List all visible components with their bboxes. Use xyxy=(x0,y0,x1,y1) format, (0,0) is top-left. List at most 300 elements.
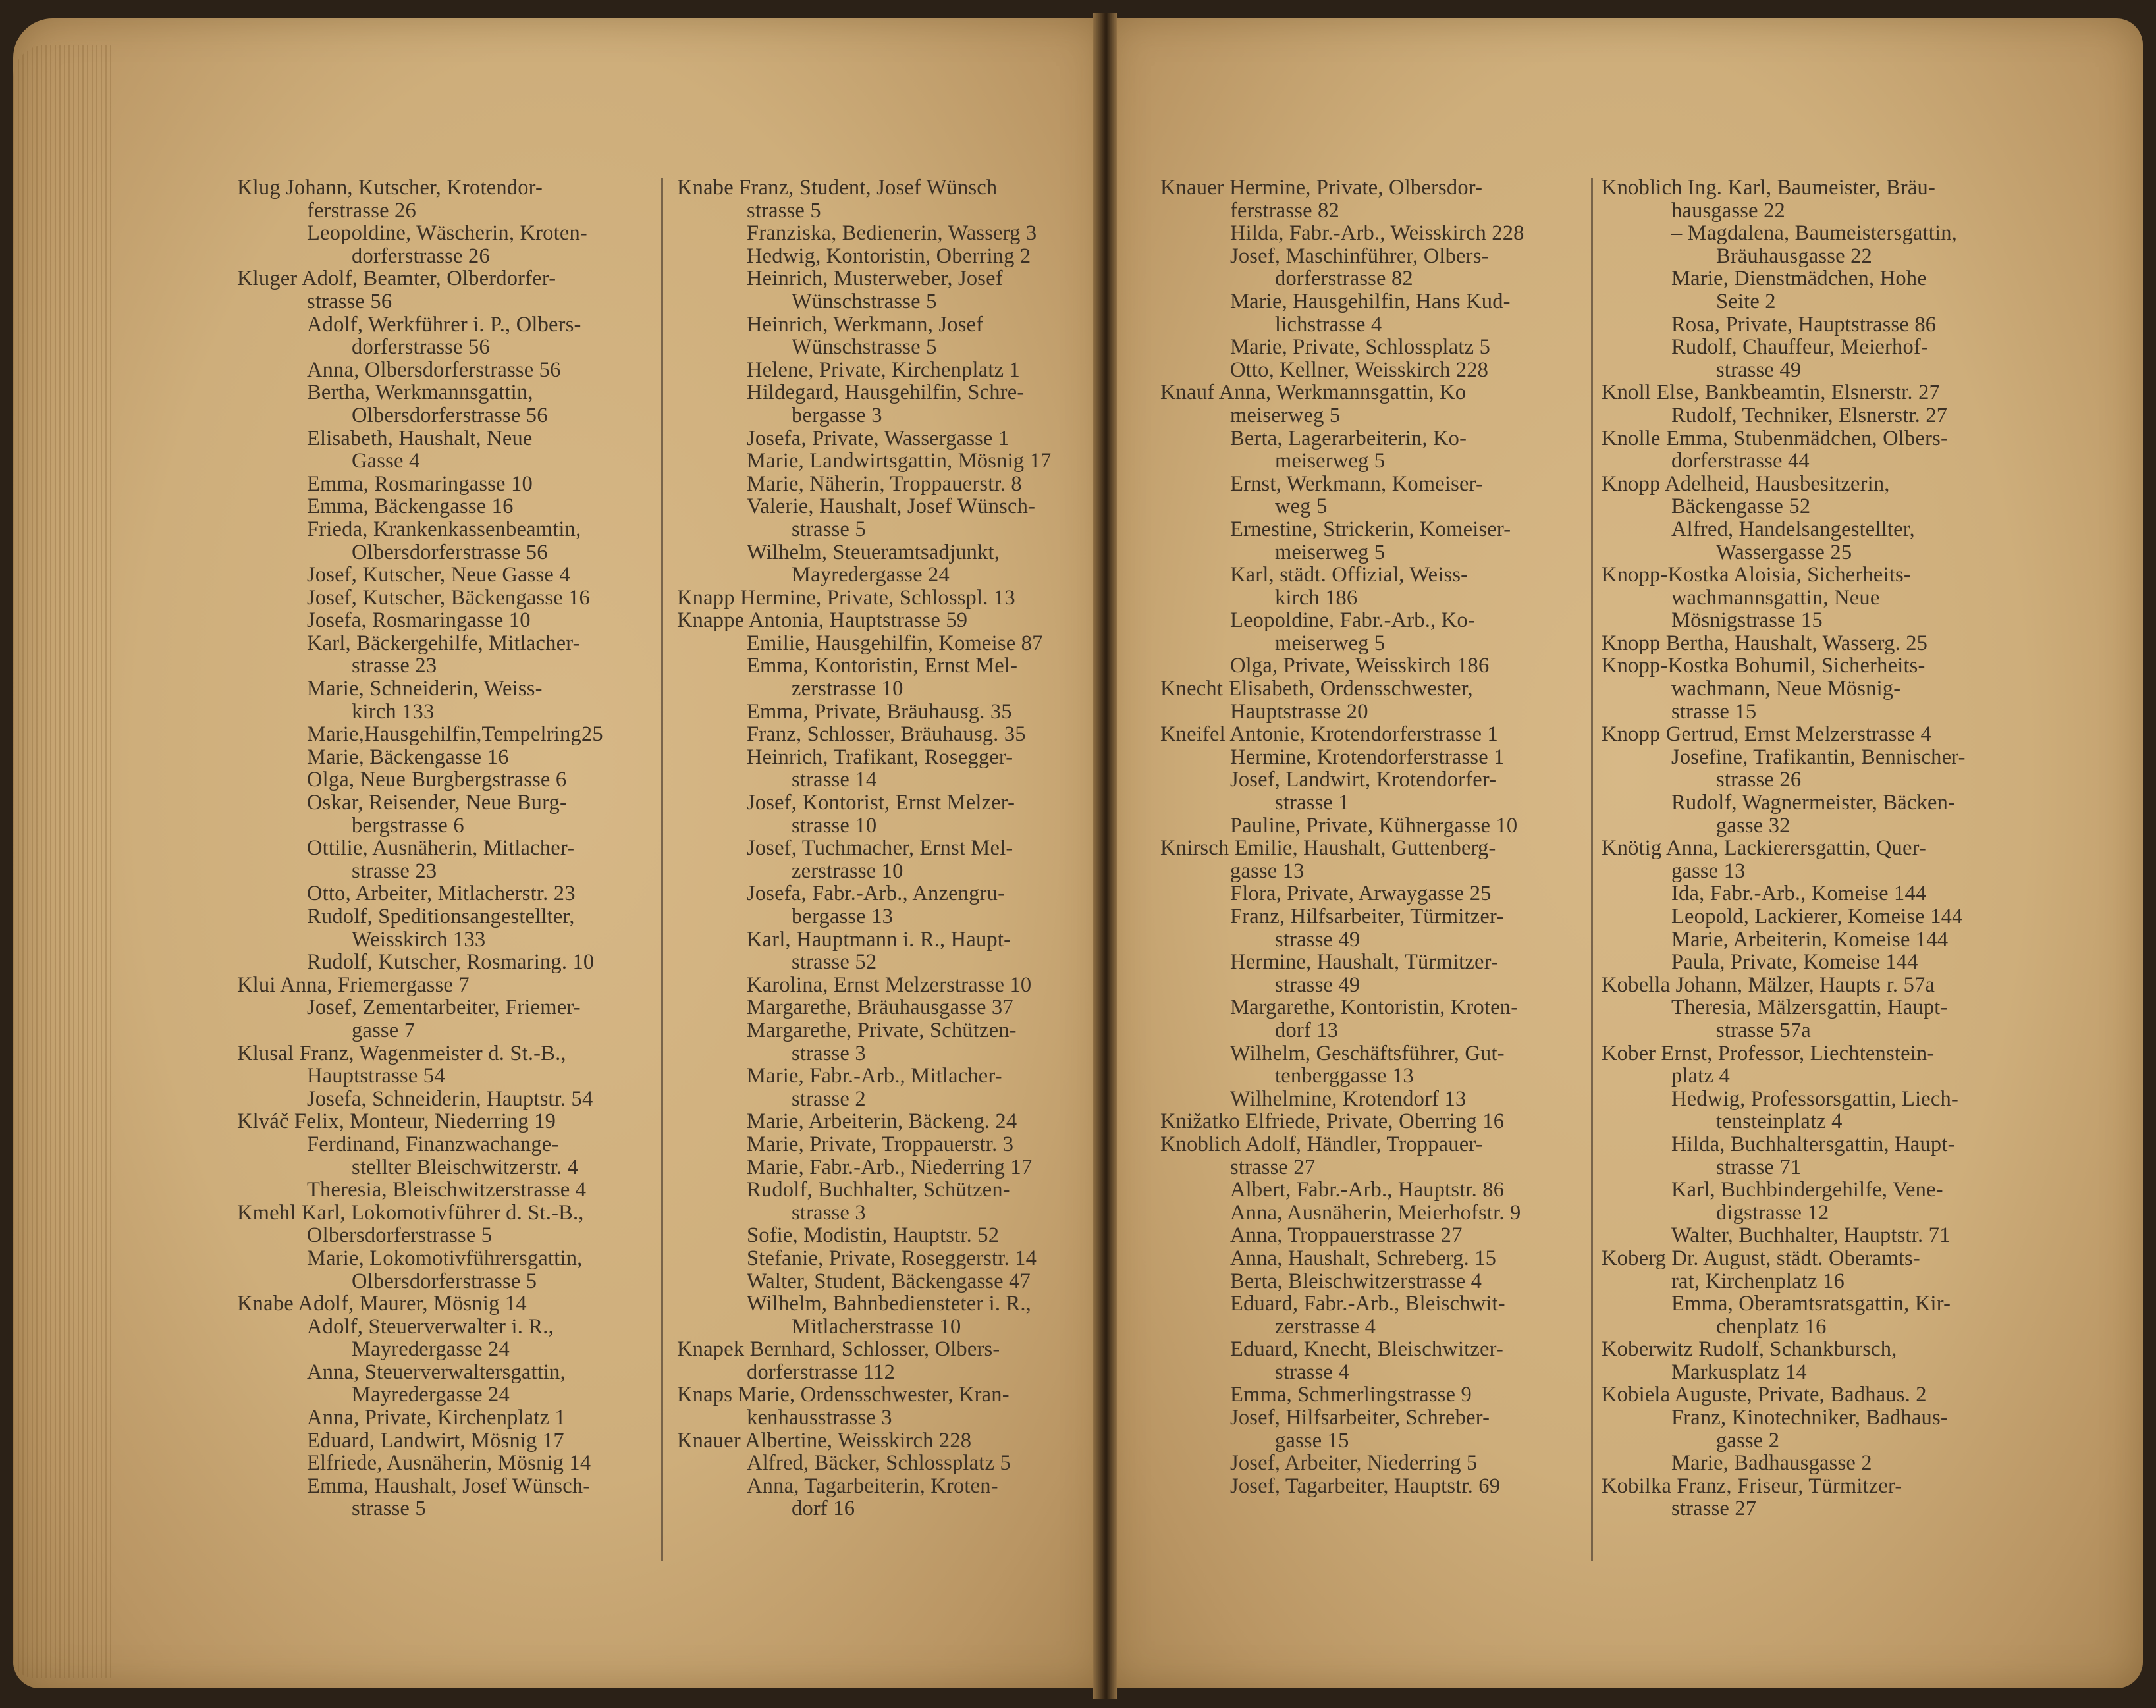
directory-entry xyxy=(677,996,1089,1019)
entry-line: Rudolf, Chauffeur, Meierhof- xyxy=(1671,335,1928,360)
directory-entry xyxy=(1160,359,1577,382)
directory-entry xyxy=(1160,746,1577,769)
directory-entry xyxy=(1602,996,2022,1042)
entry-line: Anna, Private, Kirchenplatz 1 xyxy=(307,1406,566,1430)
entry-wrap-line: gasse 15 xyxy=(1275,1428,1349,1453)
entry-wrap-line: strasse 56 xyxy=(307,289,392,313)
entry-line: Knauer Hermine, Private, Olbersdor- xyxy=(1160,176,1483,200)
directory-entry xyxy=(237,495,651,518)
directory-entry xyxy=(677,837,1089,882)
entry-line: Marie, Badhausgasse 2 xyxy=(1671,1451,1872,1476)
directory-entry xyxy=(1602,1133,2022,1179)
entry-line: Knoll Else, Bankbeamtin, Elsnerstr. 27 xyxy=(1602,381,1940,405)
directory-entry-surname xyxy=(1160,837,1577,882)
entry-line: Josefa, Fabr.-Arb., Anzengru- xyxy=(747,882,1006,906)
entry-line: Emma, Oberamtsratsgattin, Kir- xyxy=(1671,1292,1951,1316)
entry-line: Koberwitz Rudolf, Schankbursch, xyxy=(1602,1337,1897,1362)
directory-entry xyxy=(237,678,651,723)
directory-entry-surname xyxy=(1602,974,2022,997)
entry-line: Otto, Kellner, Weisskirch 228 xyxy=(1230,358,1489,382)
directory-entry xyxy=(677,1133,1089,1156)
directory-entry xyxy=(677,746,1089,791)
entry-wrap-line: ferstrasse 26 xyxy=(307,198,416,223)
entry-wrap-line: dorferstrasse 26 xyxy=(352,244,490,268)
entry-line: Klui Anna, Friemergasse 7 xyxy=(237,973,470,997)
entry-wrap-line: Hauptstrasse 20 xyxy=(1230,699,1368,724)
entry-line: Hedwig, Kontoristin, Oberring 2 xyxy=(747,244,1031,268)
entry-wrap-line: strasse 27 xyxy=(1230,1155,1316,1179)
entry-wrap-line: bergstrasse 6 xyxy=(352,813,464,838)
entry-line: Alfred, Bäcker, Schlossplatz 5 xyxy=(747,1451,1011,1476)
entry-wrap-line: Olbersdorferstrasse 56 xyxy=(352,403,548,427)
entry-line: Kobella Johann, Mälzer, Haupts r. 57a xyxy=(1602,973,1935,997)
directory-entry xyxy=(1602,518,2022,564)
entry-line: Ida, Fabr.-Arb., Komeise 144 xyxy=(1671,882,1927,906)
entry-wrap-line: meiserweg 5 xyxy=(1275,540,1386,564)
directory-entry xyxy=(237,1088,651,1111)
entry-wrap-line: strasse 5 xyxy=(352,1497,426,1521)
entry-line: Knappe Antonia, Hauptstrasse 59 xyxy=(677,608,968,633)
entry-line: Walter, Student, Bäckengasse 47 xyxy=(747,1269,1031,1293)
entry-wrap-line: weg 5 xyxy=(1275,494,1328,519)
directory-entry xyxy=(237,837,651,882)
entry-line: Marie, Fabr.-Arb., Mitlacher- xyxy=(747,1064,1002,1088)
entry-line: Josef, Maschinführer, Olbers- xyxy=(1230,244,1489,268)
entry-line: Albert, Fabr.-Arb., Hauptstr. 86 xyxy=(1230,1178,1505,1202)
entry-wrap-line: tenberggasse 13 xyxy=(1275,1064,1414,1088)
entry-wrap-line: zerstrasse 10 xyxy=(792,677,903,701)
entry-wrap-line: lichstrasse 4 xyxy=(1275,312,1382,336)
entry-line: Knoblich Ing. Karl, Baumeister, Bräu- xyxy=(1602,176,1936,200)
entry-line: Emma, Rosmaringasse 10 xyxy=(307,471,533,496)
entry-wrap-line: Weisskirch 133 xyxy=(352,927,486,951)
entry-line: Leopold, Lackierer, Komeise 144 xyxy=(1671,905,1963,928)
directory-entry xyxy=(237,1452,651,1475)
directory-entry xyxy=(237,951,651,974)
entry-wrap-line: Markusplatz 14 xyxy=(1671,1360,1807,1384)
entry-wrap-line: gasse 13 xyxy=(1671,859,1746,883)
entry-line: Emma, Kontoristin, Ernst Mel- xyxy=(747,654,1018,678)
entry-wrap-line: gasse 2 xyxy=(1716,1428,1780,1453)
entry-line: Knecht Elisabeth, Ordensschwester, xyxy=(1160,677,1473,701)
entry-wrap-line: Gasse 4 xyxy=(352,449,420,473)
entry-line: Knaps Marie, Ordensschwester, Kran- xyxy=(677,1383,1010,1407)
entry-line: Josef, Kutscher, Bäckengasse 16 xyxy=(307,585,590,610)
entry-line: Karl, Hauptmann i. R., Haupt- xyxy=(747,927,1011,951)
entry-wrap-line: Mayredergasse 24 xyxy=(352,1383,510,1407)
entry-line: Marie, Dienstmädchen, Hohe xyxy=(1671,267,1927,291)
directory-entry xyxy=(237,768,651,791)
entry-line: Paula, Private, Komeise 144 xyxy=(1671,950,1918,974)
entry-line: Knoblich Adolf, Händler, Troppauer- xyxy=(1160,1132,1483,1156)
directory-entry xyxy=(1160,1224,1577,1247)
entry-line: Margarethe, Bräuhausgasse 37 xyxy=(747,996,1013,1020)
entry-line: Oskar, Reisender, Neue Burg- xyxy=(307,791,567,815)
directory-entry xyxy=(1160,336,1577,359)
directory-entry xyxy=(1160,1202,1577,1225)
entry-line: Josef, Landwirt, Krotendorfer- xyxy=(1230,768,1497,792)
entry-line: Emilie, Hausgehilfin, Komeise 87 xyxy=(747,631,1043,655)
entry-line: Josefa, Rosmaringasse 10 xyxy=(307,608,531,633)
entry-line: Klváč Felix, Monteur, Niederring 19 xyxy=(237,1109,556,1134)
directory-entry-surname xyxy=(237,1293,651,1316)
directory-entry xyxy=(677,632,1089,655)
directory-entry xyxy=(237,1316,651,1361)
directory-entry xyxy=(237,791,651,837)
directory-entry-surname xyxy=(237,974,651,997)
directory-entry xyxy=(677,473,1089,496)
directory-entry xyxy=(1160,654,1577,678)
directory-entry xyxy=(1160,245,1577,290)
directory-entry xyxy=(677,1452,1089,1475)
directory-entry-surname xyxy=(237,176,651,222)
entry-wrap-line: strasse 49 xyxy=(1716,358,1802,382)
entry-line: Marie, Private, Troppauerstr. 3 xyxy=(747,1132,1014,1156)
directory-entry xyxy=(237,564,651,587)
directory-entry-surname xyxy=(1160,381,1577,427)
entry-line: Heinrich, Werkmann, Josef xyxy=(747,312,984,336)
directory-entry xyxy=(1160,1179,1577,1202)
directory-entry-surname xyxy=(1602,1475,2022,1520)
directory-entry xyxy=(1602,882,2022,905)
entry-line: Rudolf, Buchhalter, Schützen- xyxy=(747,1178,1010,1202)
directory-entry xyxy=(237,1361,651,1406)
entry-wrap-line: Wünschstrasse 5 xyxy=(792,335,937,360)
directory-entry xyxy=(237,996,651,1042)
directory-column-4 xyxy=(1602,176,2022,1520)
entry-line: Pauline, Private, Kühnergasse 10 xyxy=(1230,813,1518,838)
entry-line: Karl, Buchbindergehilfe, Vene- xyxy=(1671,1178,1943,1202)
entry-line: Wilhelm, Bahnbediensteter i. R., xyxy=(747,1292,1032,1316)
entry-line: Knopp-Kostka Bohumil, Sicherheits- xyxy=(1602,654,1926,678)
entry-wrap-line: chenplatz 16 xyxy=(1716,1314,1827,1339)
entry-wrap-line: strasse 27 xyxy=(1671,1497,1757,1521)
entry-line: Anna, Troppauerstrasse 27 xyxy=(1230,1223,1463,1248)
entry-line: Josef, Kutscher, Neue Gasse 4 xyxy=(307,563,570,587)
entry-line: Leopoldine, Fabr.-Arb., Ko- xyxy=(1230,608,1475,633)
entry-line: Marie, Landwirtsgattin, Mösnig 17 xyxy=(747,449,1052,473)
directory-entry-surname xyxy=(677,1338,1089,1383)
directory-entry xyxy=(677,267,1089,313)
directory-entry-surname xyxy=(1160,1110,1577,1133)
entry-line: Frieda, Krankenkassenbeamtin, xyxy=(307,517,581,541)
entry-line: Knirsch Emilie, Haushalt, Guttenberg- xyxy=(1160,836,1496,861)
directory-entry xyxy=(677,1293,1089,1338)
entry-line: Josefine, Trafikantin, Bennischer- xyxy=(1671,745,1966,769)
entry-wrap-line: meiserweg 5 xyxy=(1275,631,1386,655)
entry-wrap-line: ferstrasse 82 xyxy=(1230,198,1339,223)
entry-line: Knapek Bernhard, Schlosser, Olbers- xyxy=(677,1337,1000,1362)
directory-entry xyxy=(1602,928,2022,951)
directory-entry xyxy=(237,359,651,382)
entry-wrap-line: kenhausstrasse 3 xyxy=(747,1406,892,1430)
entry-wrap-line: dorferstrasse 112 xyxy=(747,1360,896,1384)
directory-entry xyxy=(1160,1383,1577,1406)
entry-line: Anna, Haushalt, Schreberg. 15 xyxy=(1230,1246,1497,1270)
directory-entry-surname xyxy=(1602,473,2022,518)
entry-line: Knopp-Kostka Aloisia, Sicherheits- xyxy=(1602,563,1911,587)
entry-line: Helene, Private, Kirchenplatz 1 xyxy=(747,358,1020,382)
directory-entry xyxy=(677,495,1089,541)
entry-line: Stefanie, Private, Roseggerstr. 14 xyxy=(747,1246,1037,1270)
directory-entry xyxy=(237,905,651,951)
directory-entry xyxy=(677,723,1089,746)
entry-wrap-line: dorferstrasse 82 xyxy=(1275,267,1413,291)
entry-wrap-line: tensteinplatz 4 xyxy=(1716,1109,1843,1134)
entry-wrap-line: strasse 23 xyxy=(352,859,437,883)
directory-entry xyxy=(237,1475,651,1520)
entry-line: Marie, Private, Schlossplatz 5 xyxy=(1230,335,1491,360)
entry-line: Hermine, Haushalt, Türmitzer- xyxy=(1230,950,1499,974)
entry-wrap-line: strasse 52 xyxy=(792,950,877,974)
entry-line: Marie,Hausgehilfin,Tempelring25 xyxy=(307,722,603,747)
directory-entry-surname xyxy=(677,609,1089,632)
directory-column-1 xyxy=(237,176,651,1520)
entry-wrap-line: Mitlacherstrasse 10 xyxy=(792,1314,961,1339)
entry-line: Sofie, Modistin, Hauptstr. 52 xyxy=(747,1223,1000,1248)
entry-line: Berta, Bleischwitzerstrasse 4 xyxy=(1230,1269,1482,1293)
entry-line: Kmehl Karl, Lokomotivführer d. St.-B., xyxy=(237,1200,584,1225)
directory-entry xyxy=(677,359,1089,382)
directory-entry xyxy=(677,1270,1089,1293)
entry-line: Marie, Bäckengasse 16 xyxy=(307,745,509,769)
entry-line: Josef, Zementarbeiter, Friemer- xyxy=(307,996,581,1020)
directory-entry xyxy=(677,974,1089,997)
entry-line: Ferdinand, Finanzwachange- xyxy=(307,1132,559,1156)
entry-line: Eduard, Fabr.-Arb., Bleischwit- xyxy=(1230,1292,1505,1316)
entry-wrap-line: strasse 57a xyxy=(1716,1018,1811,1042)
directory-entry-surname xyxy=(677,587,1089,610)
directory-entry xyxy=(1160,1475,1577,1498)
entry-line: Knapp Hermine, Private, Schlosspl. 13 xyxy=(677,585,1015,610)
entry-line: Elisabeth, Haushalt, Neue xyxy=(307,426,533,450)
entry-line: Rudolf, Speditionsangestellter, xyxy=(307,905,575,928)
entry-line: Mösnigstrasse 15 xyxy=(1671,608,1823,633)
entry-wrap-line: strasse 49 xyxy=(1275,973,1361,997)
column-rule-left-page xyxy=(661,178,663,1561)
directory-entry xyxy=(1602,746,2022,791)
entry-line: Karolina, Ernst Melzerstrasse 10 xyxy=(747,973,1032,997)
directory-entry xyxy=(1602,222,2022,267)
entry-wrap-line: strasse 3 xyxy=(792,1041,866,1065)
entry-wrap-line: gasse 32 xyxy=(1716,813,1791,838)
directory-entry xyxy=(1602,1179,2022,1224)
entry-wrap-line: Wassergasse 25 xyxy=(1716,540,1852,564)
entry-line: Josef, Tuchmacher, Ernst Mel- xyxy=(747,836,1013,861)
directory-entry-surname xyxy=(1160,1133,1577,1179)
entry-wrap-line: bergasse 3 xyxy=(792,403,882,427)
entry-wrap-line: platz 4 xyxy=(1671,1064,1730,1088)
directory-entry xyxy=(237,882,651,905)
entry-line: Marie, Näherin, Troppauerstr. 8 xyxy=(747,471,1022,496)
directory-entry xyxy=(677,222,1089,245)
directory-entry xyxy=(1160,1338,1577,1383)
directory-entry xyxy=(1160,814,1577,838)
entry-line: Wilhelmine, Krotendorf 13 xyxy=(1230,1086,1467,1111)
directory-entry xyxy=(237,313,651,359)
directory-entry xyxy=(237,746,651,769)
entry-line: Josefa, Private, Wassergasse 1 xyxy=(747,426,1010,450)
entry-line: Anna, Olbersdorferstrasse 56 xyxy=(307,358,561,382)
directory-entry xyxy=(1160,1088,1577,1111)
directory-entry xyxy=(677,1179,1089,1224)
directory-entry xyxy=(237,381,651,427)
entry-line: Franz, Schlosser, Bräuhausg. 35 xyxy=(747,722,1026,747)
directory-entry-surname xyxy=(1602,381,2022,404)
directory-entry-surname xyxy=(237,1202,651,1247)
entry-line: Margarethe, Kontoristin, Kroten- xyxy=(1230,996,1519,1020)
entry-line: Knižatko Elfriede, Private, Oberring 16 xyxy=(1160,1109,1505,1134)
directory-entry xyxy=(1160,1452,1577,1475)
directory-entry-surname xyxy=(1602,1042,2022,1088)
directory-entry-surname xyxy=(1602,176,2022,222)
directory-entry-surname xyxy=(677,1383,1089,1429)
entry-line: Anna, Steuerverwaltersgattin, xyxy=(307,1360,566,1384)
entry-wrap-line: strasse 71 xyxy=(1716,1155,1802,1179)
entry-line: Kobilka Franz, Friseur, Türmitzer- xyxy=(1602,1474,1902,1498)
directory-entry xyxy=(677,928,1089,974)
directory-entry-surname xyxy=(1160,678,1577,723)
entry-line: Franz, Kinotechniker, Badhaus- xyxy=(1671,1406,1948,1430)
entry-line: Knötig Anna, Lackierersgattin, Quer- xyxy=(1602,836,1926,861)
entry-wrap-line: Bäckengasse 52 xyxy=(1671,494,1811,519)
directory-entry xyxy=(677,1110,1089,1133)
directory-entry xyxy=(1602,905,2022,928)
directory-entry xyxy=(677,701,1089,724)
entry-line: Knopp Gertrud, Ernst Melzerstrasse 4 xyxy=(1602,722,1931,747)
entry-line: Marie, Schneiderin, Weiss- xyxy=(307,677,543,701)
entry-wrap-line: strasse 5 xyxy=(792,517,866,541)
entry-line: Rosa, Private, Hauptstrasse 86 xyxy=(1671,312,1937,336)
entry-line: Anna, Ausnäherin, Meierhofstr. 9 xyxy=(1230,1200,1521,1225)
entry-line: Anna, Tagarbeiterin, Kroten- xyxy=(747,1474,998,1498)
entry-wrap-line: zerstrasse 4 xyxy=(1275,1314,1376,1339)
directory-entry xyxy=(1602,1088,2022,1133)
entry-wrap-line: strasse 10 xyxy=(792,813,877,838)
entry-line: Josefa, Schneiderin, Hauptstr. 54 xyxy=(307,1086,593,1111)
entry-wrap-line: meiserweg 5 xyxy=(1230,403,1341,427)
entry-line: Leopoldine, Wäscherin, Kroten- xyxy=(307,221,587,246)
entry-line: Hermine, Krotendorferstrasse 1 xyxy=(1230,745,1505,769)
column-rule-right-page xyxy=(1591,178,1593,1561)
entry-line: Knabe Adolf, Maurer, Mösnig 14 xyxy=(237,1292,527,1316)
entry-line: – Magdalena, Baumeistersgattin, xyxy=(1671,221,1958,246)
directory-entry xyxy=(1160,1293,1577,1338)
entry-wrap-line: hausgasse 22 xyxy=(1671,198,1785,223)
directory-entry xyxy=(677,245,1089,268)
entry-wrap-line: wachmann, Neue Mösnig- xyxy=(1671,677,1901,701)
entry-wrap-line: Olbersdorferstrasse 5 xyxy=(307,1223,493,1248)
entry-wrap-line: zerstrasse 10 xyxy=(792,859,903,883)
directory-entry-surname xyxy=(1602,1338,2022,1383)
entry-line: Hedwig, Professorsgattin, Liech- xyxy=(1671,1086,1959,1111)
directory-entry-surname xyxy=(1602,1383,2022,1406)
entry-wrap-line: Seite 2 xyxy=(1716,289,1776,313)
directory-entry xyxy=(1602,336,2022,381)
entry-line: Franziska, Bedienerin, Wasserg 3 xyxy=(747,221,1037,246)
entry-line: Heinrich, Trafikant, Rosegger- xyxy=(747,745,1013,769)
directory-entry-surname xyxy=(1602,837,2022,882)
entry-wrap-line: stellter Bleischwitzerstr. 4 xyxy=(352,1155,579,1179)
entry-line: Wilhelm, Steueramtsadjunkt, xyxy=(747,540,1000,564)
directory-entry xyxy=(1160,768,1577,814)
directory-entry xyxy=(1160,1270,1577,1293)
entry-line: Hilda, Fabr.-Arb., Weisskirch 228 xyxy=(1230,221,1524,246)
directory-entry xyxy=(237,1133,651,1179)
entry-line: Kober Ernst, Professor, Liechtenstein- xyxy=(1602,1041,1935,1065)
entry-wrap-line: gasse 7 xyxy=(352,1018,416,1042)
entry-wrap-line: strasse 5 xyxy=(747,198,821,223)
entry-line: Adolf, Werkführer i. P., Olbers- xyxy=(307,312,581,336)
directory-entry xyxy=(677,882,1089,928)
entry-line: Knopp Adelheid, Hausbesitzerin, xyxy=(1602,471,1890,496)
entry-wrap-line: Hauptstrasse 54 xyxy=(307,1064,445,1088)
entry-wrap-line: Olbersdorferstrasse 56 xyxy=(352,540,548,564)
directory-entry xyxy=(237,1179,651,1202)
entry-line: Koberg Dr. August, städt. Oberamts- xyxy=(1602,1246,1920,1270)
entry-wrap-line: meiserweg 5 xyxy=(1275,449,1386,473)
entry-line: Walter, Buchhalter, Hauptstr. 71 xyxy=(1671,1223,1951,1248)
directory-entry xyxy=(677,1156,1089,1179)
entry-line: Karl, städt. Offizial, Weiss- xyxy=(1230,563,1469,587)
directory-entry-surname xyxy=(1602,723,2022,746)
directory-entry xyxy=(677,381,1089,427)
directory-entry-surname xyxy=(1602,1247,2022,1293)
entry-line: Berta, Lagerarbeiterin, Ko- xyxy=(1230,426,1467,450)
directory-entry xyxy=(1160,882,1577,905)
entry-line: strasse 15 xyxy=(1671,699,1757,724)
directory-entry xyxy=(1160,427,1577,473)
entry-line: Knauf Anna, Werkmannsgattin, Ko xyxy=(1160,381,1467,405)
entry-wrap-line: Wünschstrasse 5 xyxy=(792,289,937,313)
directory-entry xyxy=(677,313,1089,359)
directory-entry-surname xyxy=(1602,632,2022,655)
directory-entry xyxy=(237,473,651,496)
entry-wrap-line: dorf 16 xyxy=(792,1497,855,1521)
entry-line: Emma, Private, Bräuhausg. 35 xyxy=(747,699,1012,724)
entry-line: Franz, Hilfsarbeiter, Türmitzer- xyxy=(1230,905,1504,928)
directory-entry xyxy=(1160,1042,1577,1088)
entry-line: Knauer Albertine, Weisskirch 228 xyxy=(677,1428,972,1453)
entry-wrap-line: strasse 3 xyxy=(792,1200,866,1225)
entry-line: Knolle Emma, Stubenmädchen, Olbers- xyxy=(1602,426,1948,450)
entry-line: Bertha, Werkmannsgattin, xyxy=(307,381,533,405)
entry-line: Knabe Franz, Student, Josef Wünsch xyxy=(677,176,998,200)
entry-line: Olga, Neue Burgbergstrasse 6 xyxy=(307,768,567,792)
directory-entry xyxy=(1160,518,1577,564)
entry-wrap-line: strasse 49 xyxy=(1275,927,1361,951)
directory-entry xyxy=(237,1406,651,1429)
entry-line: Hilda, Buchhaltersgattin, Haupt- xyxy=(1671,1132,1955,1156)
directory-entry xyxy=(677,1475,1089,1520)
directory-entry xyxy=(1160,905,1577,951)
entry-wrap-line: Olbersdorferstrasse 5 xyxy=(352,1269,537,1293)
entry-line: Ernestine, Strickerin, Komeiser- xyxy=(1230,517,1511,541)
entry-wrap-line: strasse 23 xyxy=(352,654,437,678)
directory-entry-surname xyxy=(237,267,651,313)
entry-wrap-line: dorferstrasse 44 xyxy=(1671,449,1810,473)
entry-line: Marie, Fabr.-Arb., Niederring 17 xyxy=(747,1155,1033,1179)
entry-line: Rudolf, Wagnermeister, Bäcken- xyxy=(1671,791,1956,815)
entry-wrap-line: kirch 186 xyxy=(1275,585,1358,610)
directory-entry xyxy=(1160,951,1577,996)
directory-entry xyxy=(1160,473,1577,518)
entry-wrap-line: strasse 2 xyxy=(792,1086,866,1111)
entry-wrap-line: kirch 133 xyxy=(352,699,435,724)
entry-line: Marie, Hausgehilfin, Hans Kud- xyxy=(1230,289,1511,313)
directory-entry xyxy=(1160,996,1577,1042)
entry-wrap-line: Bräuhausgasse 22 xyxy=(1716,244,1872,268)
